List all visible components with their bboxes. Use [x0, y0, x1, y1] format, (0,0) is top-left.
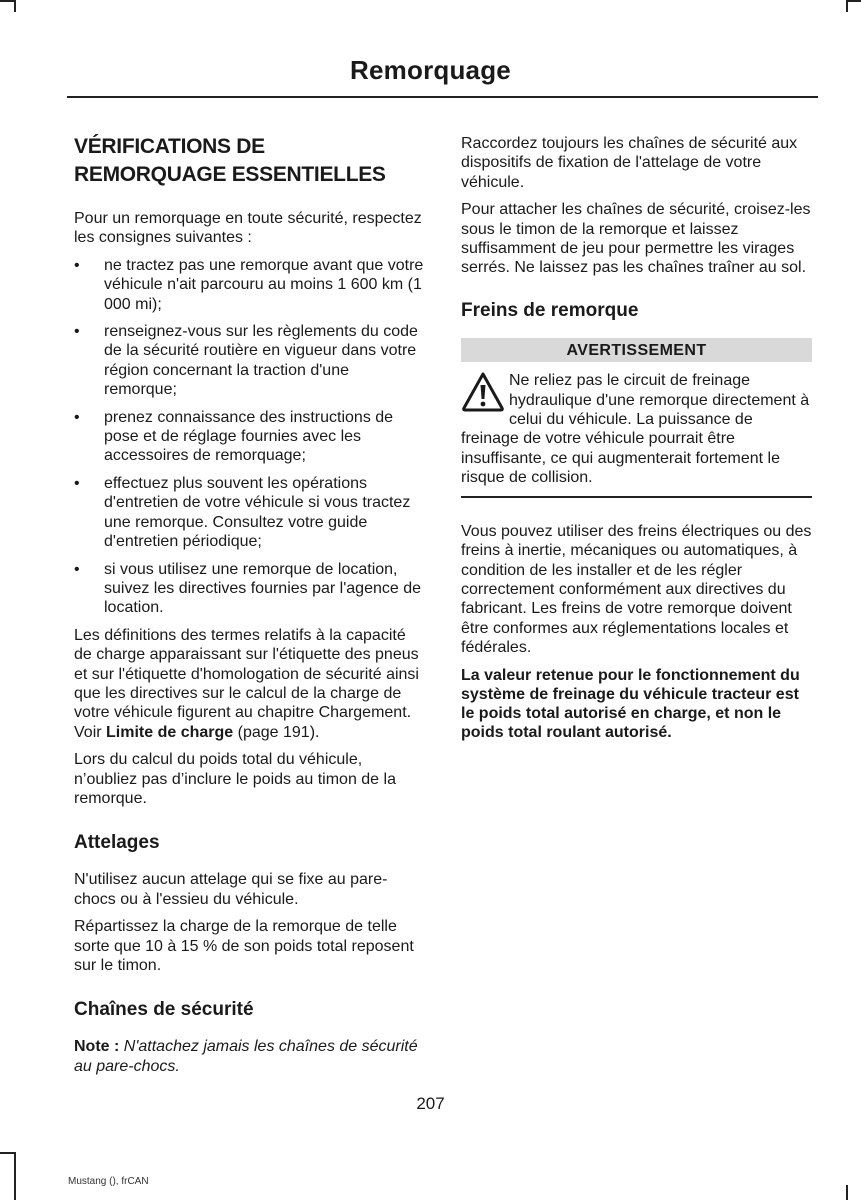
header-divider — [67, 96, 818, 98]
freins-paragraph: Vous pouvez utiliser des freins électriques ou des freins à inertie, mécaniques ou automatiques, à condition de les installer et de les régler correctement conformément aux directives du fabricant. Les freins de votre remorque doivent être conformes aux réglementations locales et fédérales. — [461, 522, 812, 657]
list-item-text: effectuez plus souvent les opérations d'entretien de votre véhicule si vous tractez une remorque. Consultez votre guide d'entretien périodique; — [104, 474, 411, 551]
list-item-text: renseignez-vous sur les règlements du code de la sécurité routière en vigueur dans votre région concernant la traction d'une remorque; — [104, 323, 418, 399]
crop-mark-bottom-left-h — [0, 1152, 14, 1154]
list-item — [74, 256, 425, 314]
bullet-marker: • — [74, 474, 80, 492]
definitions-text: Les définitions des termes relatifs à la capacité de charge apparaissant sur l'étiquette des pneus et sur l'étiquette d'homologation de sécurité ainsi que les directives sur le calcul de la charge de votre véhicule figurent au chapitre Chargement. Voir — [74, 626, 419, 741]
note-label: Note : — [74, 1038, 120, 1056]
warning-box — [461, 338, 812, 498]
list-item — [74, 560, 425, 618]
section-title — [74, 133, 425, 189]
checklist — [74, 256, 425, 618]
attelages-paragraph-1: N'utilisez aucun attelage qui se fixe au pare-chocs ou à l'essieu du véhicule. — [74, 871, 388, 908]
right-column — [461, 134, 812, 750]
chains-paragraph-2: Pour attacher les chaînes de sécurité, croisez-les sous le timon de la remorque et laissez suffisamment de jeu pour permettre les virages serrés. Ne laissez pas les chaînes traîner au sol. — [461, 201, 811, 277]
crop-mark-bottom-left — [14, 1152, 16, 1200]
bullet-marker: • — [74, 560, 80, 578]
weight-paragraph: Lors du calcul du poids total du véhicule, n’oubliez pas d’inclure le poids au timon de la remorque. — [74, 751, 396, 807]
bullet-marker: • — [74, 256, 80, 274]
warning-triangle-icon — [461, 371, 505, 413]
chaines-heading: Chaînes de sécurité — [74, 999, 254, 1021]
warning-body — [461, 371, 812, 487]
list-item — [74, 408, 425, 466]
attelages-heading: Attelages — [74, 832, 160, 854]
page-title: Remorquage — [350, 55, 511, 85]
warning-bottom-rule — [461, 496, 812, 498]
list-item — [74, 322, 425, 400]
section-title-line2: REMORQUAGE ESSENTIELLES — [74, 163, 386, 186]
warning-title: AVERTISSEMENT — [461, 338, 812, 362]
chains-paragraph-1: Raccordez toujours les chaînes de sécurité aux dispositifs de fixation de l'attelage de votre véhicule. — [461, 135, 798, 191]
crop-mark-top-right-h — [848, 0, 861, 2]
freins-heading: Freins de remorque — [461, 299, 639, 321]
section-title-line1: VÉRIFICATIONS DE — [74, 135, 265, 158]
list-item-text: ne tractez pas une remorque avant que votre véhicule n'ait parcouru au moins 1 600 km (1 000 mi); — [104, 256, 424, 313]
crop-mark-top-left-v — [14, 0, 16, 12]
bold-paragraph: La valeur retenue pour le fonctionnement du système de freinage du véhicule tracteur est le poids total autorisé en charge, et non le poids total roulant autorisé. — [461, 666, 800, 741]
footer-doc-info: Mustang (), frCAN — [68, 1176, 149, 1187]
warning-text: Ne reliez pas le circuit de freinage hydraulique d'une remorque directement à celui du véhicule. La puissance de freinage de votre véhicule pourrait être insuffisante, ce qui augmenterait fortement le risque de collision. — [461, 372, 810, 487]
list-item-text: prenez connaissance des instructions de pose et de réglage fournies avec les accessoires de remorquage; — [104, 408, 394, 465]
attelages-paragraph-2: Répartissez la charge de la remorque de telle sorte que 10 à 15 % de son poids total reposent sur le timon. — [74, 918, 414, 974]
definitions-paragraph — [74, 626, 425, 742]
intro-paragraph: Pour un remorquage en toute sécurité, respectez les consignes suivantes : — [74, 210, 422, 247]
definitions-page-ref: (page 191). — [233, 723, 320, 741]
list-item-text: si vous utilisez une remorque de location, suivez les directives fournies par l'agence de location. — [104, 560, 421, 617]
left-column — [74, 133, 425, 1084]
page-number: 207 — [416, 1094, 445, 1113]
bullet-marker: • — [74, 408, 80, 426]
bullet-marker: • — [74, 323, 80, 341]
load-limit-link[interactable]: Limite de charge — [106, 723, 234, 741]
list-item — [74, 474, 425, 552]
crop-mark-bottom-right — [846, 1185, 848, 1200]
crop-mark-top-left-h — [0, 0, 14, 2]
note — [74, 1037, 425, 1076]
note-text: N'attachez jamais les chaînes de sécurité au pare-chocs. — [74, 1038, 418, 1075]
